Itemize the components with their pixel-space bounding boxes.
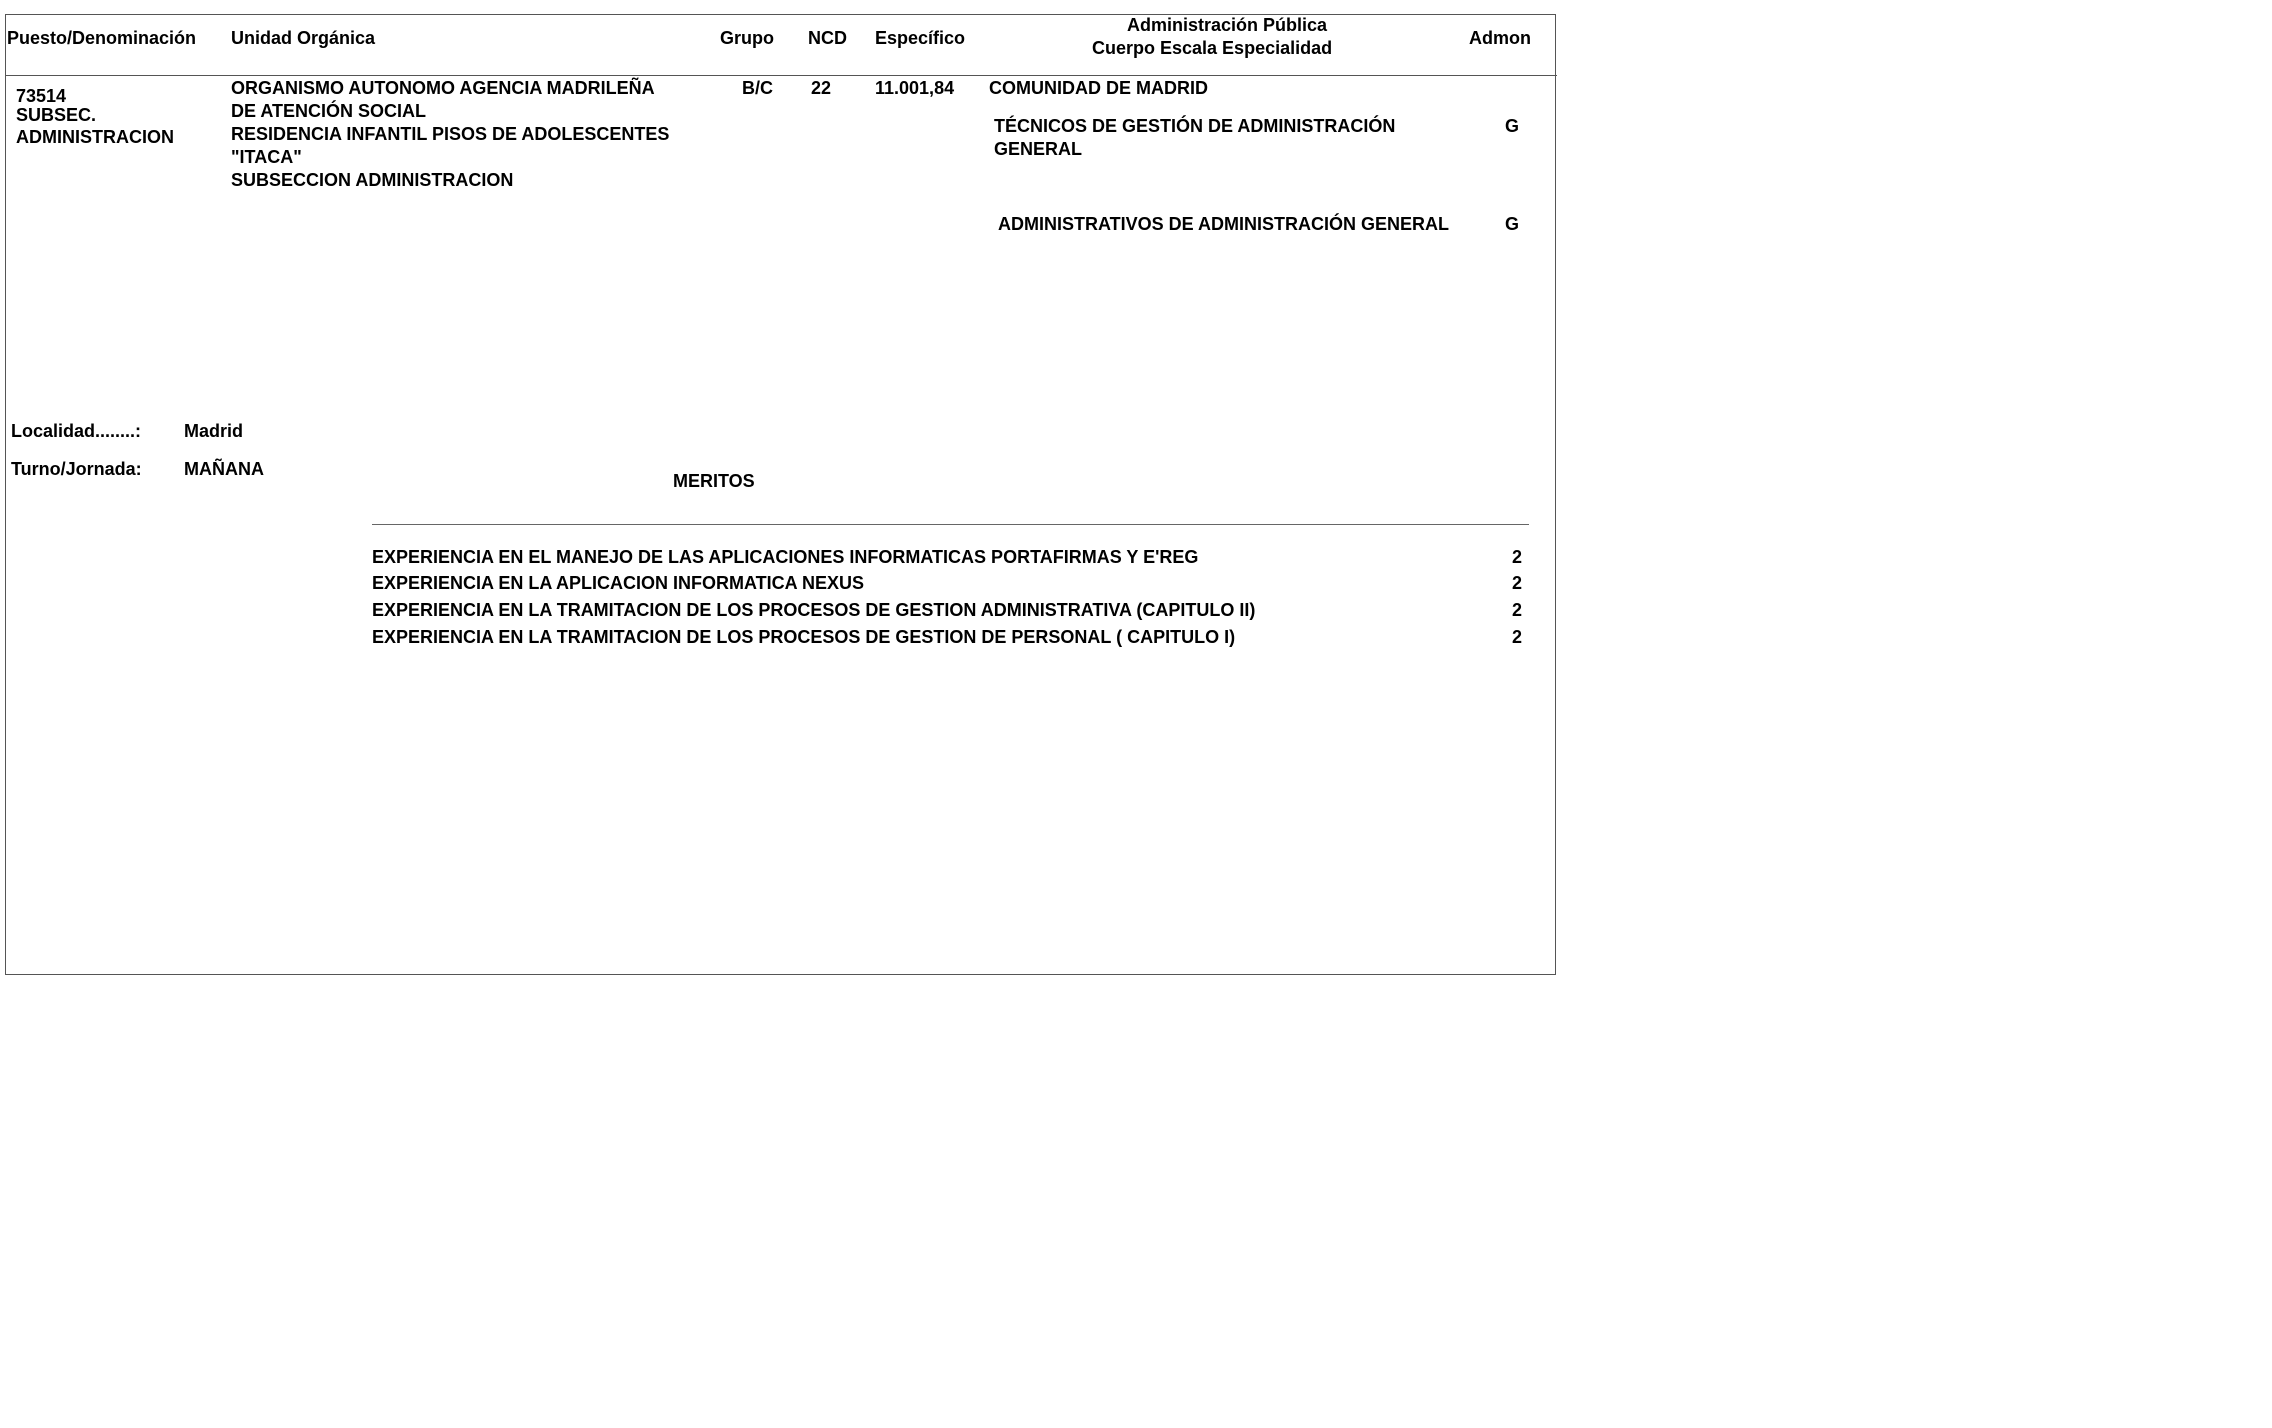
- header-grupo: Grupo: [720, 28, 774, 48]
- cuerpo-line: ADMINISTRATIVOS DE ADMINISTRACIÓN GENERAL: [998, 214, 1450, 234]
- puesto-codigo: 73514: [16, 86, 67, 106]
- merito-puntos: 2: [1511, 627, 1522, 647]
- header-admin-publica: Administración Pública: [1126, 15, 1328, 35]
- header-puesto: Puesto/Denominación: [7, 28, 197, 48]
- header-especifico: Específico: [875, 28, 966, 48]
- merito-text: EXPERIENCIA EN LA APLICACION INFORMATICA NEXUS: [372, 573, 865, 593]
- header-cuerpo-escala: Cuerpo Escala Especialidad: [1092, 38, 1333, 58]
- puesto-denominacion-1: SUBSEC.: [16, 105, 97, 125]
- merito-text: EXPERIENCIA EN LA TRAMITACION DE LOS PROCESOS DE GESTION DE PERSONAL ( CAPITULO I): [372, 627, 1236, 647]
- unidad-line: ORGANISMO AUTONOMO AGENCIA MADRILEÑA: [231, 78, 655, 98]
- merito-puntos: 2: [1511, 600, 1522, 620]
- unidad-line: SUBSECCION ADMINISTRACION: [231, 170, 514, 190]
- unidad-line: RESIDENCIA INFANTIL PISOS DE ADOLESCENTES: [231, 124, 670, 144]
- merito-text: EXPERIENCIA EN EL MANEJO DE LAS APLICACIONES INFORMATICAS PORTAFIRMAS Y E'REG: [372, 547, 1199, 567]
- turno-label: Turno/Jornada:: [11, 459, 142, 479]
- unidad-line: "ITACA": [231, 147, 302, 167]
- puesto-denominacion-2: ADMINISTRACION: [16, 127, 174, 147]
- merito-row: [372, 626, 1522, 653]
- turno-value: MAÑANA: [184, 459, 264, 479]
- header-unidad: Unidad Orgánica: [231, 28, 376, 48]
- cuerpo-line: TÉCNICOS DE GESTIÓN DE ADMINISTRACIÓN: [994, 116, 1396, 136]
- cuerpo-admon: G: [1505, 214, 1520, 234]
- merito-text: EXPERIENCIA EN LA TRAMITACION DE LOS PROCESOS DE GESTION ADMINISTRATIVA (CAPITULO II): [372, 600, 1256, 620]
- merito-row: [372, 599, 1522, 626]
- cuerpo-admon: G: [1505, 116, 1520, 136]
- meritos-divider: [372, 524, 1529, 525]
- header-divider: [5, 75, 1557, 76]
- merito-puntos: 2: [1511, 547, 1522, 567]
- especifico-value: 11.001,84: [875, 78, 955, 98]
- unidad-line: DE ATENCIÓN SOCIAL: [231, 101, 427, 121]
- localidad-label: Localidad........:: [11, 421, 142, 441]
- header-ncd: NCD: [808, 28, 847, 48]
- merito-puntos: 2: [1511, 573, 1522, 593]
- localidad-value: Madrid: [184, 421, 244, 441]
- merito-row: [372, 572, 1522, 599]
- administracion-value: COMUNIDAD DE MADRID: [989, 78, 1208, 98]
- merito-row: [372, 546, 1522, 573]
- header-admon: Admon: [1469, 28, 1531, 48]
- cuerpo-line: GENERAL: [994, 139, 1083, 159]
- ncd-value: 22: [811, 78, 832, 98]
- grupo-value: B/C: [742, 78, 773, 98]
- meritos-title: MERITOS: [673, 471, 755, 491]
